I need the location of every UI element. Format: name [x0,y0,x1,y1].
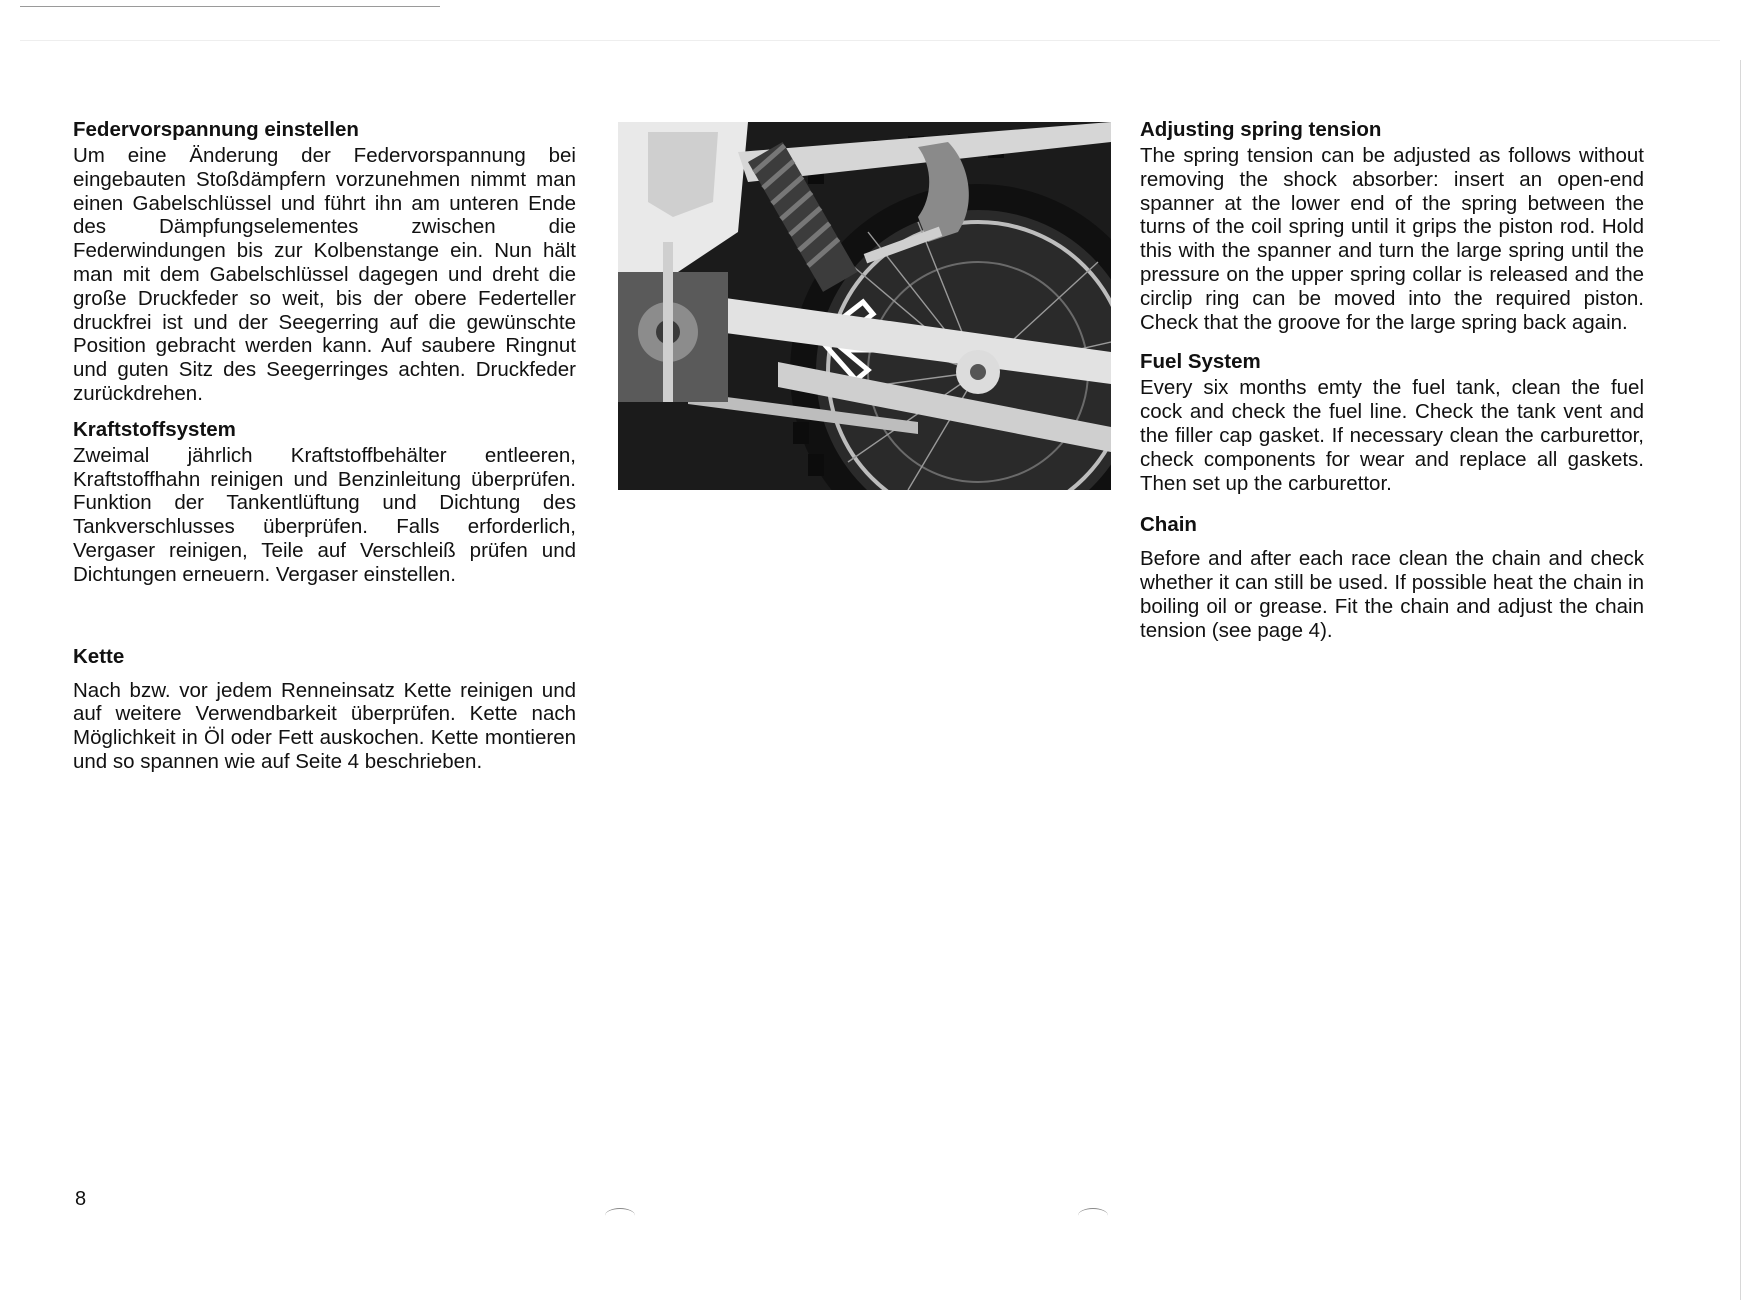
section-spring-tension-de [73,118,576,406]
text-fuel-system-en: Every six months emty the fuel tank, clean the fuel cock and check the fuel line. Check the tank vent and the filler cap gasket. If necessary clean the carburettor, check components for wear and replace all gaskets. Then set up the carburettor. [1140,376,1644,495]
german-column [73,118,576,786]
heading-fuel-system-en: Fuel System [1140,350,1261,374]
heading-spring-tension-de: Federvorspannung einstellen [73,118,359,141]
page-edge [1740,60,1741,1300]
section-chain-de [73,645,576,774]
heading-chain-de: Kette [73,644,125,668]
section-fuel-system-en [1140,350,1644,495]
section-chain-en [1140,513,1644,642]
crop-mark-left [605,1208,635,1223]
heading-fuel-system-de: Kraftstoffsystem [73,417,236,441]
text-spring-tension-en: The spring tension can be adjusted as follows without removing the shock absorber: insert an open-end spanner at the lower end of the spring between the turns of the coil spring until it grips the piston rod. Hold this with the spanner and turn the large spring until the pressure on the upper spring collar is released and the circlip ring can be moved into the required piston. Check that the groove for the large spring back again. [1140,144,1644,334]
page-number: 8 [75,1188,87,1210]
section-fuel-system-de [73,418,576,587]
shock-absorber-photo [618,122,1111,490]
text-fuel-system-de: Zweimal jährlich Kraftstoffbehälter entleeren, Kraftstoffhahn reinigen und Benzinleitung überprüfen. Funktion der Tankentlüftung und Dichtung des Tankverschlusses überprüfen. Falls erforderlich, Vergaser reinigen, Teile auf Verschleiß prüfen und Dichtungen erneuern. Vergaser einstellen. [73,443,576,586]
text-spring-tension-de: Um eine Änderung der Federvorspannung bei eingebauten Stoßdämpfern vorzunehmen nimmt man einen Gabelschlüssel und führt ihn am unteren Ende des Dämpfungselementes zwischen die Federwindungen bis zur Kolbenstange ein. Nun hält man mit dem Gabelschlüssel dagegen und dreht die große Druckfeder so weit, bis der obere Federteller druckfrei ist und der Seegerring auf die gewünschte Position gebracht werden kann. Auf saubere Ringnut und guten Sitz des Seegerringes achten. Druckfeder zurückdrehen. [73,144,576,405]
section-spring-tension-en [1140,118,1644,334]
scan-line [20,40,1720,41]
shock-absorber-illustration [618,122,1111,490]
heading-chain-en: Chain [1140,513,1197,537]
english-column [1140,118,1644,655]
heading-spring-tension-en: Adjusting spring tension [1140,118,1382,141]
top-rule [20,6,440,7]
text-chain-en: Before and after each race clean the chain and check whether it can still be used. If possible heat the chain in boiling oil or grease. Fit the chain and adjust the chain tension (see page 4). [1140,547,1644,642]
text-chain-de: Nach bzw. vor jedem Renneinsatz Kette reinigen und auf weitere Verwendbarkeit überprüfen. Kette nach Möglichkeit in Öl oder Fett auskochen. Kette montieren und so spannen wie auf Seite 4 beschrieben. [73,678,576,773]
crop-mark-right [1078,1208,1108,1223]
